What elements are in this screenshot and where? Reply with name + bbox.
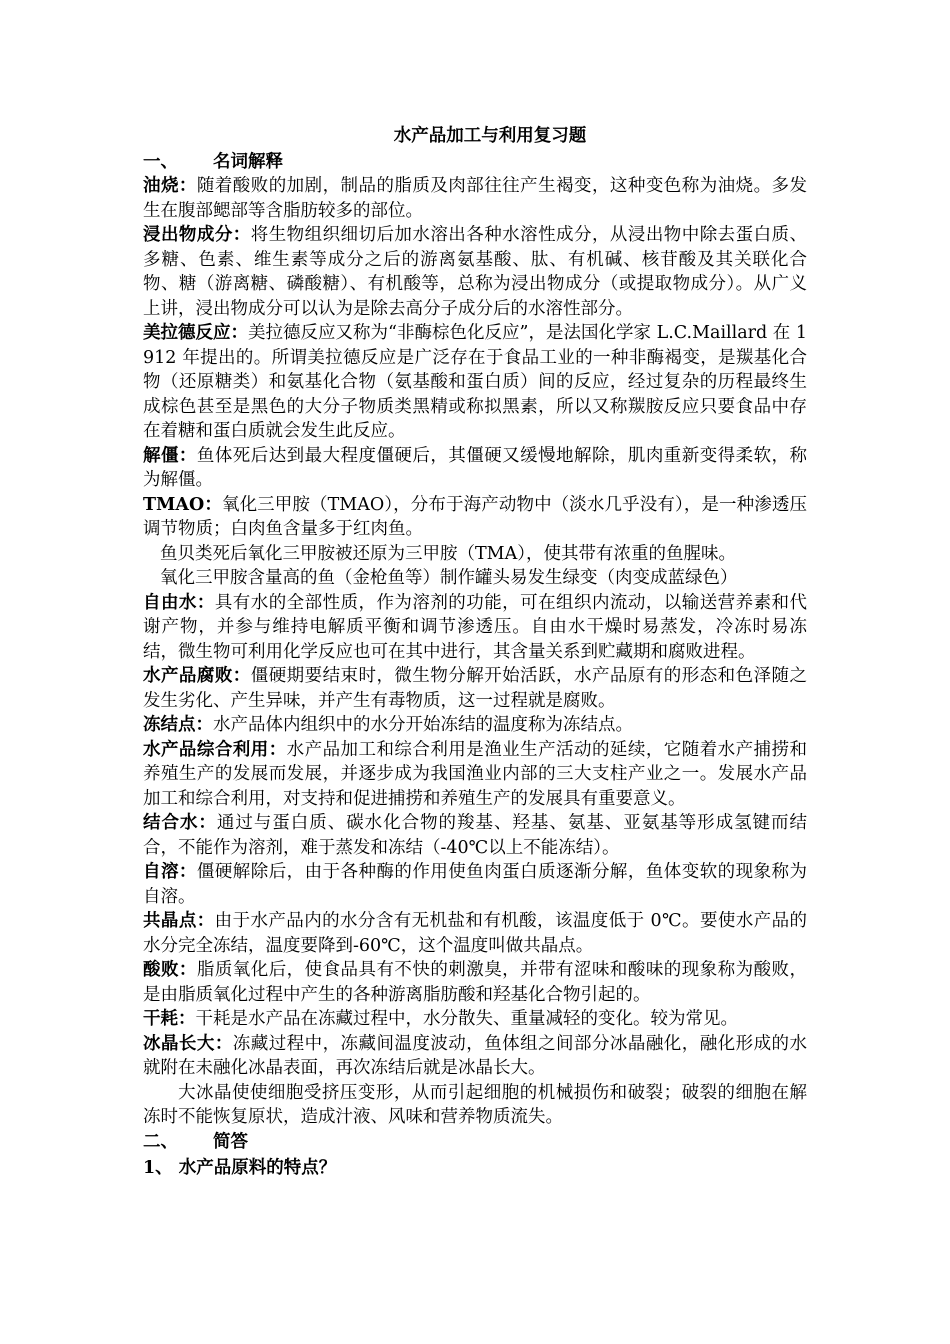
definition-term: 解僵：	[143, 445, 197, 466]
definition-entry	[143, 493, 807, 542]
definition-text: 氧化三甲胺（TMAO），分布于海产动物中（淡水几乎没有），是一种渗透压调节物质；白肉鱼含量多于红肉鱼。	[143, 494, 808, 539]
definition-entry	[143, 713, 807, 738]
definition-term: 油烧：	[143, 176, 197, 196]
definition-entry	[143, 664, 807, 713]
definition-entry	[143, 811, 807, 860]
section-label: 简答	[213, 1131, 248, 1152]
definition-entry	[143, 444, 807, 493]
definition-text: 通过与蛋白质、碳水化合物的羧基、羟基、氨基、亚氨基等形成氢键而结合，不能作为溶剂，难于蒸发和冻结（-40℃以上不能冻结）。	[143, 813, 808, 858]
section-number: 一、	[143, 152, 178, 172]
section-label: 名词解释	[213, 152, 283, 172]
section-number: 二、	[143, 1131, 178, 1152]
definition-text: 水产品加工和综合利用是渔业生产活动的延续，它随着水产捕捞和养殖生产的发展而发展，并逐步成为我国渔业内部的三大支柱产业之一。发展水产品加工和综合利用，对支持和促进捕捞和养殖生产的发展具有重要意义。	[143, 739, 808, 809]
definition-text: 美拉德反应又称为“非酶棕色化反应”，是法国化学家 L.C.Maillard 在 1912 年提出的。所谓美拉德反应是广泛存在于食品工业的一种非酶褐变，是羰基化合物（还原糖类）和氨基化合物（氨基酸和蛋白质）间的反应，经过复杂的历程最终生成棕色甚至是黑色的大分子物质类黑精或称拟黑素，所以又称羰胺反应只要食品中存在着糖和蛋白质就会发生此反应。	[143, 323, 808, 441]
definition-entry	[143, 591, 807, 665]
definition-entry	[143, 542, 807, 567]
definition-text: 由于水产品内的水分含有无机盐和有机酸，该温度低于 0℃。要使水产品的水分完全冻结，温度要降到-60℃，这个温度叫做共晶点。	[143, 911, 808, 956]
definition-entry	[143, 738, 807, 812]
definition-term: TMAO：	[143, 494, 222, 515]
definition-text: 僵硬解除后，由于各种酶的作用使鱼肉蛋白质逐渐分解，鱼体变软的现象称为自溶。	[143, 862, 807, 907]
definition-term: 酸败：	[143, 960, 197, 980]
definition-term: 冻结点：	[143, 715, 213, 735]
definition-text: 鱼贝类死后氧化三甲胺被还原为三甲胺（TMA），使其带有浓重的鱼腥味。	[160, 543, 736, 564]
definition-entry	[143, 860, 807, 909]
definition-text: 冻藏过程中，冻藏间温度波动，鱼体组之间部分冰晶融化，融化形成的水就附在未融化冰晶表面，再次冻结后就是冰晶长大。	[143, 1033, 808, 1078]
definition-entry	[143, 223, 807, 321]
definition-term: 水产品综合利用：	[143, 739, 287, 760]
definition-text: 随着酸败的加剧，制品的脂质及肉部往往产生褐变，这种变色称为油烧。多发生在腹部鳃部等含脂肪较多的部位。	[143, 176, 807, 221]
document-page	[143, 122, 807, 1182]
definition-text: 水产品体内组织中的水分开始冻结的温度称为冻结点。	[213, 715, 633, 735]
section-heading-terms	[143, 150, 807, 174]
definition-entry	[143, 1032, 807, 1081]
definition-term: 浸出物成分：	[143, 225, 251, 245]
definition-list	[143, 174, 807, 1130]
definition-entry	[143, 566, 807, 591]
definition-term: 自由水：	[143, 592, 215, 613]
definition-text: 脂质氧化后，使食品具有不快的刺激臭，并带有涩味和酸味的现象称为酸败，是由脂质氧化过程中产生的各种游离脂肪酸和羟基化合物引起的。	[143, 960, 807, 1005]
definition-entry	[143, 909, 807, 958]
definition-text: 具有水的全部性质，作为溶剂的功能，可在组织内流动，以输送营养素和代谢产物，并参与维持电解质平衡和调节渗透压。自由水干燥时易蒸发，冷冻时易冻结，微生物可利用化学反应也可在其中进行，其含量关系到贮藏期和腐败进程。	[143, 592, 808, 662]
section-heading-short-answer	[143, 1130, 807, 1154]
definition-term: 自溶：	[143, 862, 197, 882]
definition-term: 美拉德反应：	[143, 323, 249, 343]
definition-text: 大冰晶使使细胞受挤压变形，从而引起细胞的机械损伤和破裂；破裂的细胞在解冻时不能恢复原状，造成汁液、风味和营养物质流失。	[143, 1082, 807, 1127]
definition-entry	[143, 174, 807, 223]
question-item: 1、 水产品原料的特点？	[143, 1157, 337, 1178]
definition-text: 氧化三甲胺含量高的鱼（金枪鱼等）制作罐头易发生绿变（肉变成蓝绿色）	[160, 568, 738, 588]
definition-entry	[143, 1081, 807, 1130]
definition-text: 僵硬期要结束时，微生物分解开始活跃，水产品原有的形态和色泽随之发生劣化、产生异味，并产生有毒物质，这一过程就是腐败。	[143, 666, 807, 711]
definition-entry	[143, 1007, 807, 1032]
definition-text: 干耗是水产品在冻藏过程中，水分散失、重量减轻的变化。较为常见。	[195, 1009, 738, 1029]
definition-term: 共晶点：	[143, 911, 215, 931]
definition-text: 将生物组织细切后加水溶出各种水溶性成分，从浸出物中除去蛋白质、多糖、色素、维生素等成分之后的游离氨基酸、肽、有机碱、核苷酸及其关联化合物、糖（游离糖、磷酸糖）、有机酸等，总称为浸出物成分（或提取物成分）。从广义上讲，浸出物成分可以认为是除去高分子成分后的水溶性部分。	[143, 225, 807, 319]
definition-term: 干耗：	[143, 1009, 196, 1029]
definition-term: 冰晶长大：	[143, 1033, 233, 1054]
definition-term: 结合水：	[143, 813, 217, 833]
definition-text: 鱼体死后达到最大程度僵硬后，其僵硬又缓慢地解除，肌肉重新变得柔软，称为解僵。	[143, 445, 807, 490]
definition-entry	[143, 958, 807, 1007]
definition-entry	[143, 321, 807, 444]
document-title: 水产品加工与利用复习题	[393, 126, 587, 146]
definition-term: 水产品腐败：	[143, 666, 251, 686]
